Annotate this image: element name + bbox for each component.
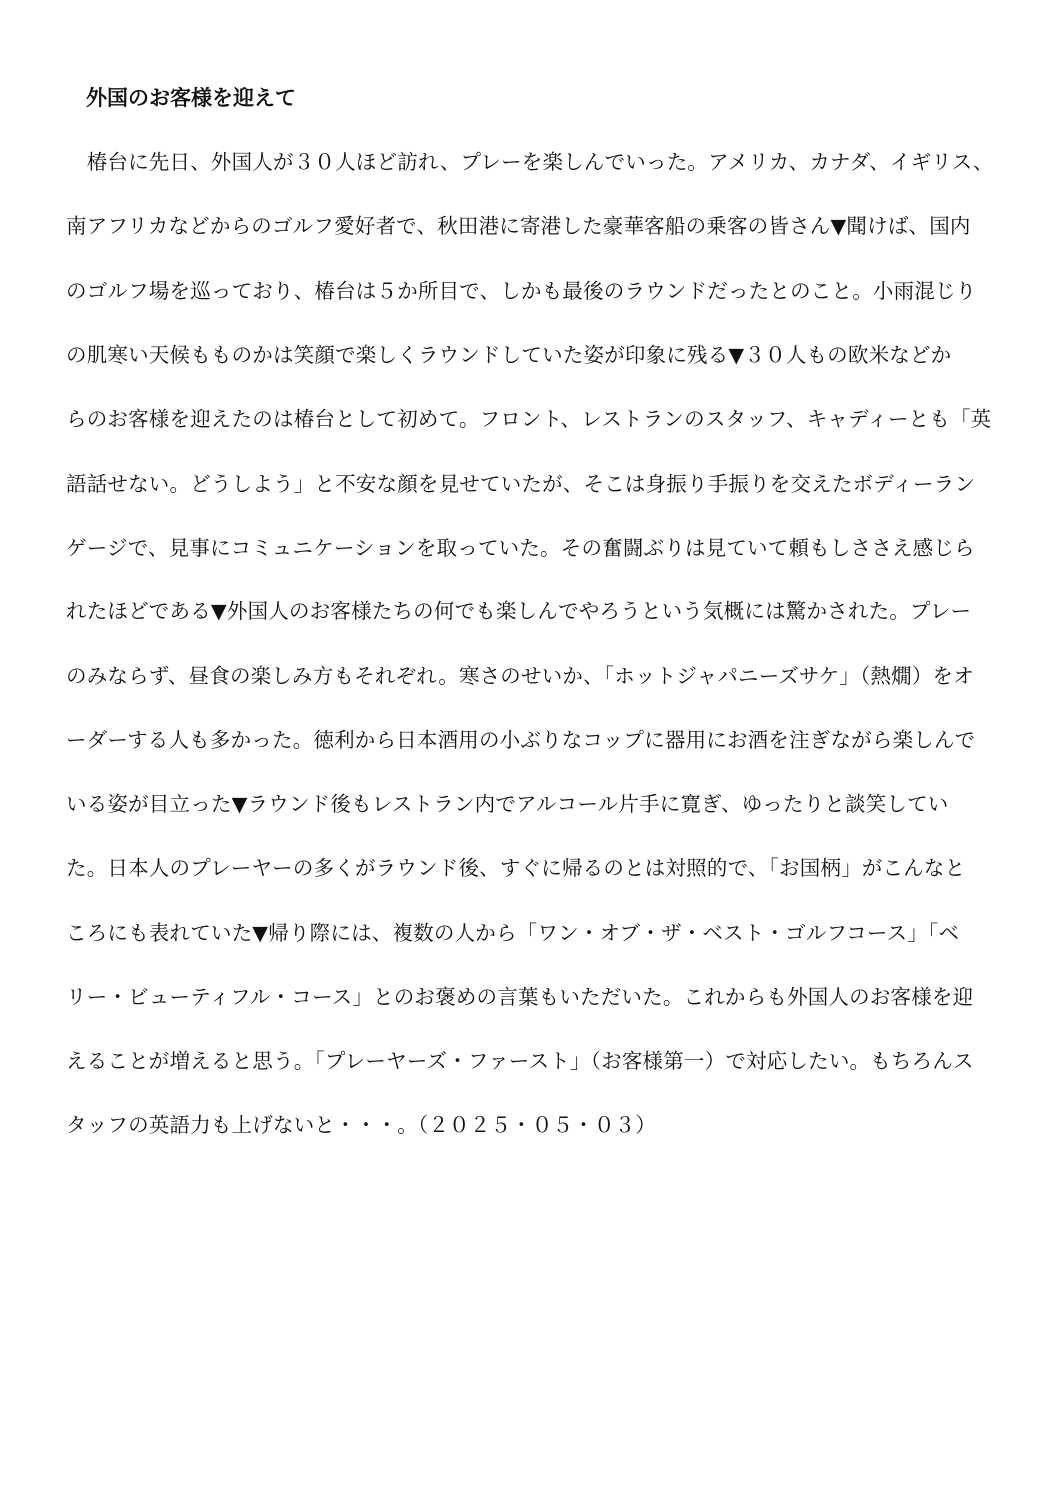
paragraph-line: いる姿が目立った▼ラウンド後もレストラン内でアルコール片手に寛ぎ、ゆったりと談笑してい [66,792,949,816]
document-title: 外国のお客様を迎えて [86,85,296,110]
paragraph-line: のゴルフ場を巡っており、椿台は５か所目で、しかも最後のラウンドだったとのこと。小雨混じり [66,279,977,303]
paragraph-line: リー・ビューティフル・コース」とのお褒めの言葉もいただいた。これからも外国人のお客様を迎 [66,985,974,1009]
paragraph-line: た。日本人のプレーヤーの多くがラウンド後、すぐに帰るのとは対照的で、「お国柄」がこんなと [66,856,966,880]
paragraph-line: えることが増えると思う。「プレーヤーズ・ファースト」（お客様第一）で対応したい。もちろんス [66,1049,974,1073]
paragraph-line: らのお客様を迎えたのは椿台として初めて。フロント、レストランのスタッフ、キャディーとも「英 [66,407,992,431]
paragraph-line: れたほどである▼外国人のお客様たちの何でも楽しんでやろうという気概には驚かされた。プレー [66,599,972,623]
paragraph-line: 南アフリカなどからのゴルフ愛好者で、秋田港に寄港した豪華客船の乗客の皆さん▼聞けば、国内 [66,214,971,238]
paragraph-line: ゲージで、見事にコミュニケーションを取っていた。その奮闘ぶりは見ていて頼もしささえ感じら [66,536,975,560]
paragraph-line: ーダーする人も多かった。徳利から日本酒用の小ぶりなコップに器用にお酒を注ぎながら楽しんで [66,728,976,752]
paragraph-line: の肌寒い天候もものかは笑顔で楽しくラウンドしていた姿が印象に残る▼３０人もの欧米などか [66,343,952,367]
paragraph-line: ころにも表れていた▼帰り際には、複数の人から「ワン・オブ・ザ・ベスト・ゴルフコース」「ベ [66,921,960,945]
paragraph-line: タッフの英語力も上げないと・・・。（２０２５・０５・０３） [66,1113,657,1137]
paragraph-line: 椿台に先日、外国人が３０人ほど訪れ、プレーを楽しんでいった。アメリカ、カナダ、イギリス、 [66,150,994,174]
paragraph-line: 語話せない。どうしよう」と不安な顔を見せていたが、そこは身振り手振りを交えたボディーラン [66,472,976,496]
paragraph-line: のみならず、昼食の楽しみ方もそれぞれ。寒さのせいか、「ホットジャパニーズサケ」（熱燗）をオ [66,664,974,688]
